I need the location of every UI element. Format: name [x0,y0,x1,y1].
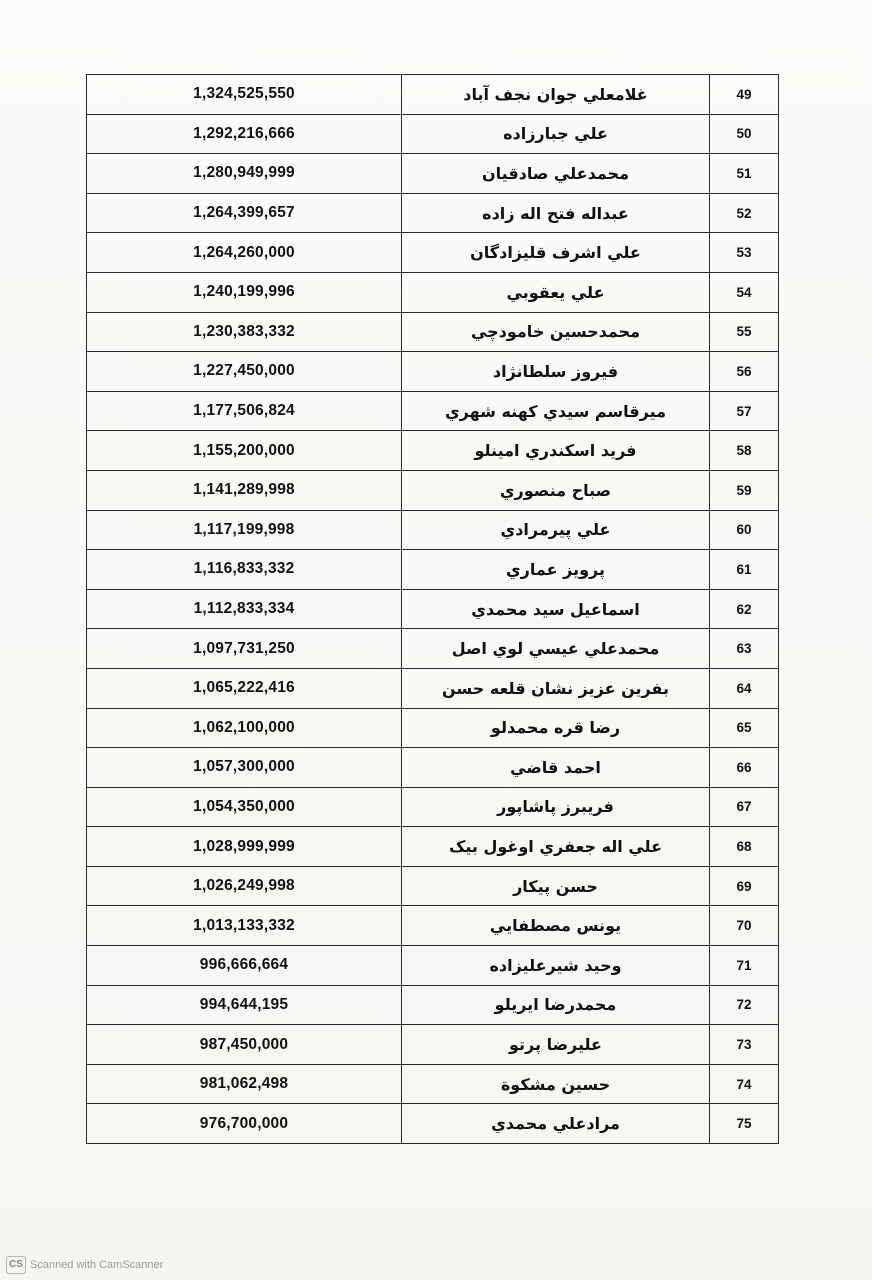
table-row [87,154,779,194]
amount-cell: 1,240,199,996 [87,272,402,312]
row-number-cell: 72 [710,985,779,1025]
table-row [87,668,779,708]
name-cell: محمدحسين خامودچي [402,312,710,352]
table-row [87,787,779,827]
row-number-cell: 62 [710,589,779,629]
row-number-cell: 49 [710,75,779,115]
name-cell: احمد قاضي [402,748,710,788]
row-number-cell: 50 [710,114,779,154]
table-row [87,391,779,431]
amount-cell: 1,062,100,000 [87,708,402,748]
amount-cell: 981,062,498 [87,1064,402,1104]
table-row [87,470,779,510]
row-number-cell: 58 [710,431,779,471]
amount-cell: 1,155,200,000 [87,431,402,471]
table-row [87,1064,779,1104]
row-number-cell: 67 [710,787,779,827]
amount-cell: 1,054,350,000 [87,787,402,827]
name-cell: محمدرضا ايريلو [402,985,710,1025]
row-number-cell: 64 [710,668,779,708]
table-row [87,708,779,748]
row-number-cell: 71 [710,946,779,986]
amount-cell: 1,264,260,000 [87,233,402,273]
table-row [87,272,779,312]
table-row [87,906,779,946]
table-row [87,1025,779,1065]
amount-cell: 1,292,216,666 [87,114,402,154]
amount-cell: 1,028,999,999 [87,827,402,867]
name-cell: محمدعلي صادقيان [402,154,710,194]
name-cell: فريد اسكندري امينلو [402,431,710,471]
amount-cell: 1,227,450,000 [87,352,402,392]
amount-cell: 994,644,195 [87,985,402,1025]
amount-cell: 1,116,833,332 [87,550,402,590]
table-row [87,352,779,392]
table-row [87,589,779,629]
row-number-cell: 56 [710,352,779,392]
table-body [87,75,779,1144]
name-cell: بفرين عزيز نشان قلعه حسن [402,668,710,708]
name-cell: يونس مصطفايي [402,906,710,946]
name-cell: علي اله جعفري اوغول بيک [402,827,710,867]
table-row [87,431,779,471]
amount-cell: 1,280,949,999 [87,154,402,194]
row-number-cell: 55 [710,312,779,352]
name-cell: ميرقاسم سيدي كهنه شهري [402,391,710,431]
name-cell: غلامعلي جوان نجف آباد [402,75,710,115]
name-cell: عليرضا پرتو [402,1025,710,1065]
table-row [87,312,779,352]
row-number-cell: 69 [710,866,779,906]
table-row [87,193,779,233]
ranking-table [86,74,779,1144]
row-number-cell: 54 [710,272,779,312]
table-row [87,985,779,1025]
table-row [87,946,779,986]
name-cell: فريبرز پاشاپور [402,787,710,827]
amount-cell: 1,264,399,657 [87,193,402,233]
table-row [87,233,779,273]
name-cell: وحيد شيرعليزاده [402,946,710,986]
camscanner-logo-icon: CS [6,1256,26,1274]
scanner-watermark [6,1256,163,1274]
row-number-cell: 68 [710,827,779,867]
name-cell: علي اشرف قليزادگان [402,233,710,273]
name-cell: حسين مشكوة [402,1064,710,1104]
table-row [87,550,779,590]
amount-cell: 1,057,300,000 [87,748,402,788]
row-number-cell: 74 [710,1064,779,1104]
amount-cell: 1,013,133,332 [87,906,402,946]
name-cell: علي يعقوبي [402,272,710,312]
row-number-cell: 60 [710,510,779,550]
table-row [87,629,779,669]
table-row [87,510,779,550]
name-cell: محمدعلي عيسي لوي اصل [402,629,710,669]
amount-cell: 1,097,731,250 [87,629,402,669]
name-cell: فيروز سلطانژاد [402,352,710,392]
name-cell: رضا قره محمدلو [402,708,710,748]
name-cell: عبداله فتح اله زاده [402,193,710,233]
table-row [87,75,779,115]
table-row [87,827,779,867]
table-row [87,866,779,906]
scanner-watermark-text: Scanned with CamScanner [30,1259,164,1271]
table-row [87,748,779,788]
amount-cell: 1,324,525,550 [87,75,402,115]
row-number-cell: 70 [710,906,779,946]
amount-cell: 1,065,222,416 [87,668,402,708]
row-number-cell: 65 [710,708,779,748]
row-number-cell: 51 [710,154,779,194]
row-number-cell: 66 [710,748,779,788]
amount-cell: 996,666,664 [87,946,402,986]
amount-cell: 1,026,249,998 [87,866,402,906]
amount-cell: 1,117,199,998 [87,510,402,550]
name-cell: علي جبارزاده [402,114,710,154]
table-row [87,1104,779,1144]
name-cell: علي پيرمرادي [402,510,710,550]
amount-cell: 987,450,000 [87,1025,402,1065]
name-cell: اسماعيل سيد محمدي [402,589,710,629]
amount-cell: 1,112,833,334 [87,589,402,629]
amount-cell: 1,177,506,824 [87,391,402,431]
name-cell: صباح منصوري [402,470,710,510]
row-number-cell: 61 [710,550,779,590]
row-number-cell: 63 [710,629,779,669]
row-number-cell: 53 [710,233,779,273]
amount-cell: 1,141,289,998 [87,470,402,510]
row-number-cell: 73 [710,1025,779,1065]
name-cell: مرادعلي محمدي [402,1104,710,1144]
row-number-cell: 75 [710,1104,779,1144]
name-cell: پرويز عماري [402,550,710,590]
row-number-cell: 52 [710,193,779,233]
row-number-cell: 57 [710,391,779,431]
name-cell: حسن پيكار [402,866,710,906]
table-row [87,114,779,154]
amount-cell: 1,230,383,332 [87,312,402,352]
row-number-cell: 59 [710,470,779,510]
amount-cell: 976,700,000 [87,1104,402,1144]
